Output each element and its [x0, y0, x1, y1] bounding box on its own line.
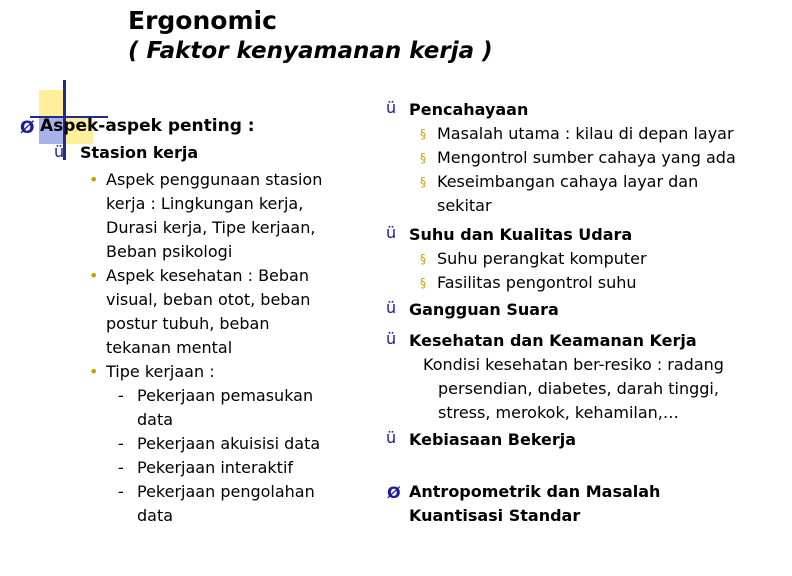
dot-bullet-icon: • [89, 170, 99, 189]
lighting-item: Masalah utama : kilau di depan layar [437, 124, 734, 143]
point-line: Beban psikologi [106, 242, 233, 261]
anthropometric-line: Antropometrik dan Masalah [409, 482, 661, 501]
health-heading: Kesehatan dan Keamanan Kerja [409, 331, 697, 350]
noise-heading: Gangguan Suara [409, 300, 559, 319]
temperature-item: Fasilitas pengontrol suhu [437, 273, 637, 292]
check-bullet-icon: ü [386, 223, 397, 242]
lighting-item: Keseimbangan cahaya layar dan [437, 172, 699, 191]
job-type-line: data [137, 506, 174, 525]
point-line: Tipe kerjaan : [106, 362, 215, 381]
point-line: tekanan mental [106, 338, 233, 357]
square-bullet-icon: § [420, 276, 426, 290]
dash-bullet: - [118, 482, 124, 501]
point-line: kerja : Lingkungan kerja, [106, 194, 304, 213]
workstation-heading: Stasion kerja [80, 143, 199, 162]
check-bullet-icon: ü [54, 142, 65, 161]
health-line: Kondisi kesehatan ber-resiko : radang [423, 355, 724, 374]
dash-bullet: - [118, 434, 124, 453]
anthropometric-line: Kuantisasi Standar [409, 506, 581, 525]
square-bullet-icon: § [420, 252, 426, 266]
habits-heading: Kebiasaan Bekerja [409, 430, 577, 449]
lighting-heading: Pencahayaan [409, 100, 529, 119]
health-line: stress, merokok, kehamilan,… [438, 403, 679, 422]
point-line: Aspek penggunaan stasion [106, 170, 323, 189]
deco-yellow-square-top [39, 90, 66, 117]
dot-bullet-icon: • [89, 266, 99, 285]
dash-bullet: - [118, 458, 124, 477]
temperature-heading: Suhu dan Kualitas Udara [409, 225, 633, 244]
point-line: Durasi kerja, Tipe kerjaan, [106, 218, 316, 237]
square-bullet-icon: § [420, 151, 426, 165]
job-type-line: Pekerjaan akuisisi data [137, 434, 321, 453]
health-line: persendian, diabetes, darah tinggi, [438, 379, 719, 398]
job-type-line: Pekerjaan pengolahan [137, 482, 315, 501]
temperature-item: Suhu perangkat komputer [437, 249, 647, 268]
job-type-line: Pekerjaan interaktif [137, 458, 294, 477]
job-type-line: Pekerjaan pemasukan [137, 386, 314, 405]
check-bullet-icon: ü [386, 298, 397, 317]
square-bullet-icon: § [420, 175, 426, 189]
page-subtitle: ( Faktor kenyamanan kerja ) [128, 38, 493, 64]
point-line: Aspek kesehatan : Beban [106, 266, 309, 285]
square-bullet-icon: § [420, 127, 426, 141]
arrow-bullet-icon: Ø [20, 118, 35, 138]
point-line: postur tubuh, beban [106, 314, 270, 333]
check-bullet-icon: ü [386, 98, 397, 117]
lighting-item: Mengontrol sumber cahaya yang ada [437, 148, 736, 167]
lighting-item: sekitar [437, 196, 492, 215]
check-bullet-icon: ü [386, 428, 397, 447]
dot-bullet-icon: • [89, 362, 99, 381]
check-bullet-icon: ü [386, 329, 397, 348]
job-type-line: data [137, 410, 174, 429]
point-line: visual, beban otot, beban [106, 290, 311, 309]
dash-bullet: - [118, 386, 124, 405]
aspects-heading: Aspek-aspek penting : [40, 116, 255, 136]
arrow-bullet-icon: Ø [387, 483, 401, 502]
page-title: Ergonomic [128, 6, 277, 35]
